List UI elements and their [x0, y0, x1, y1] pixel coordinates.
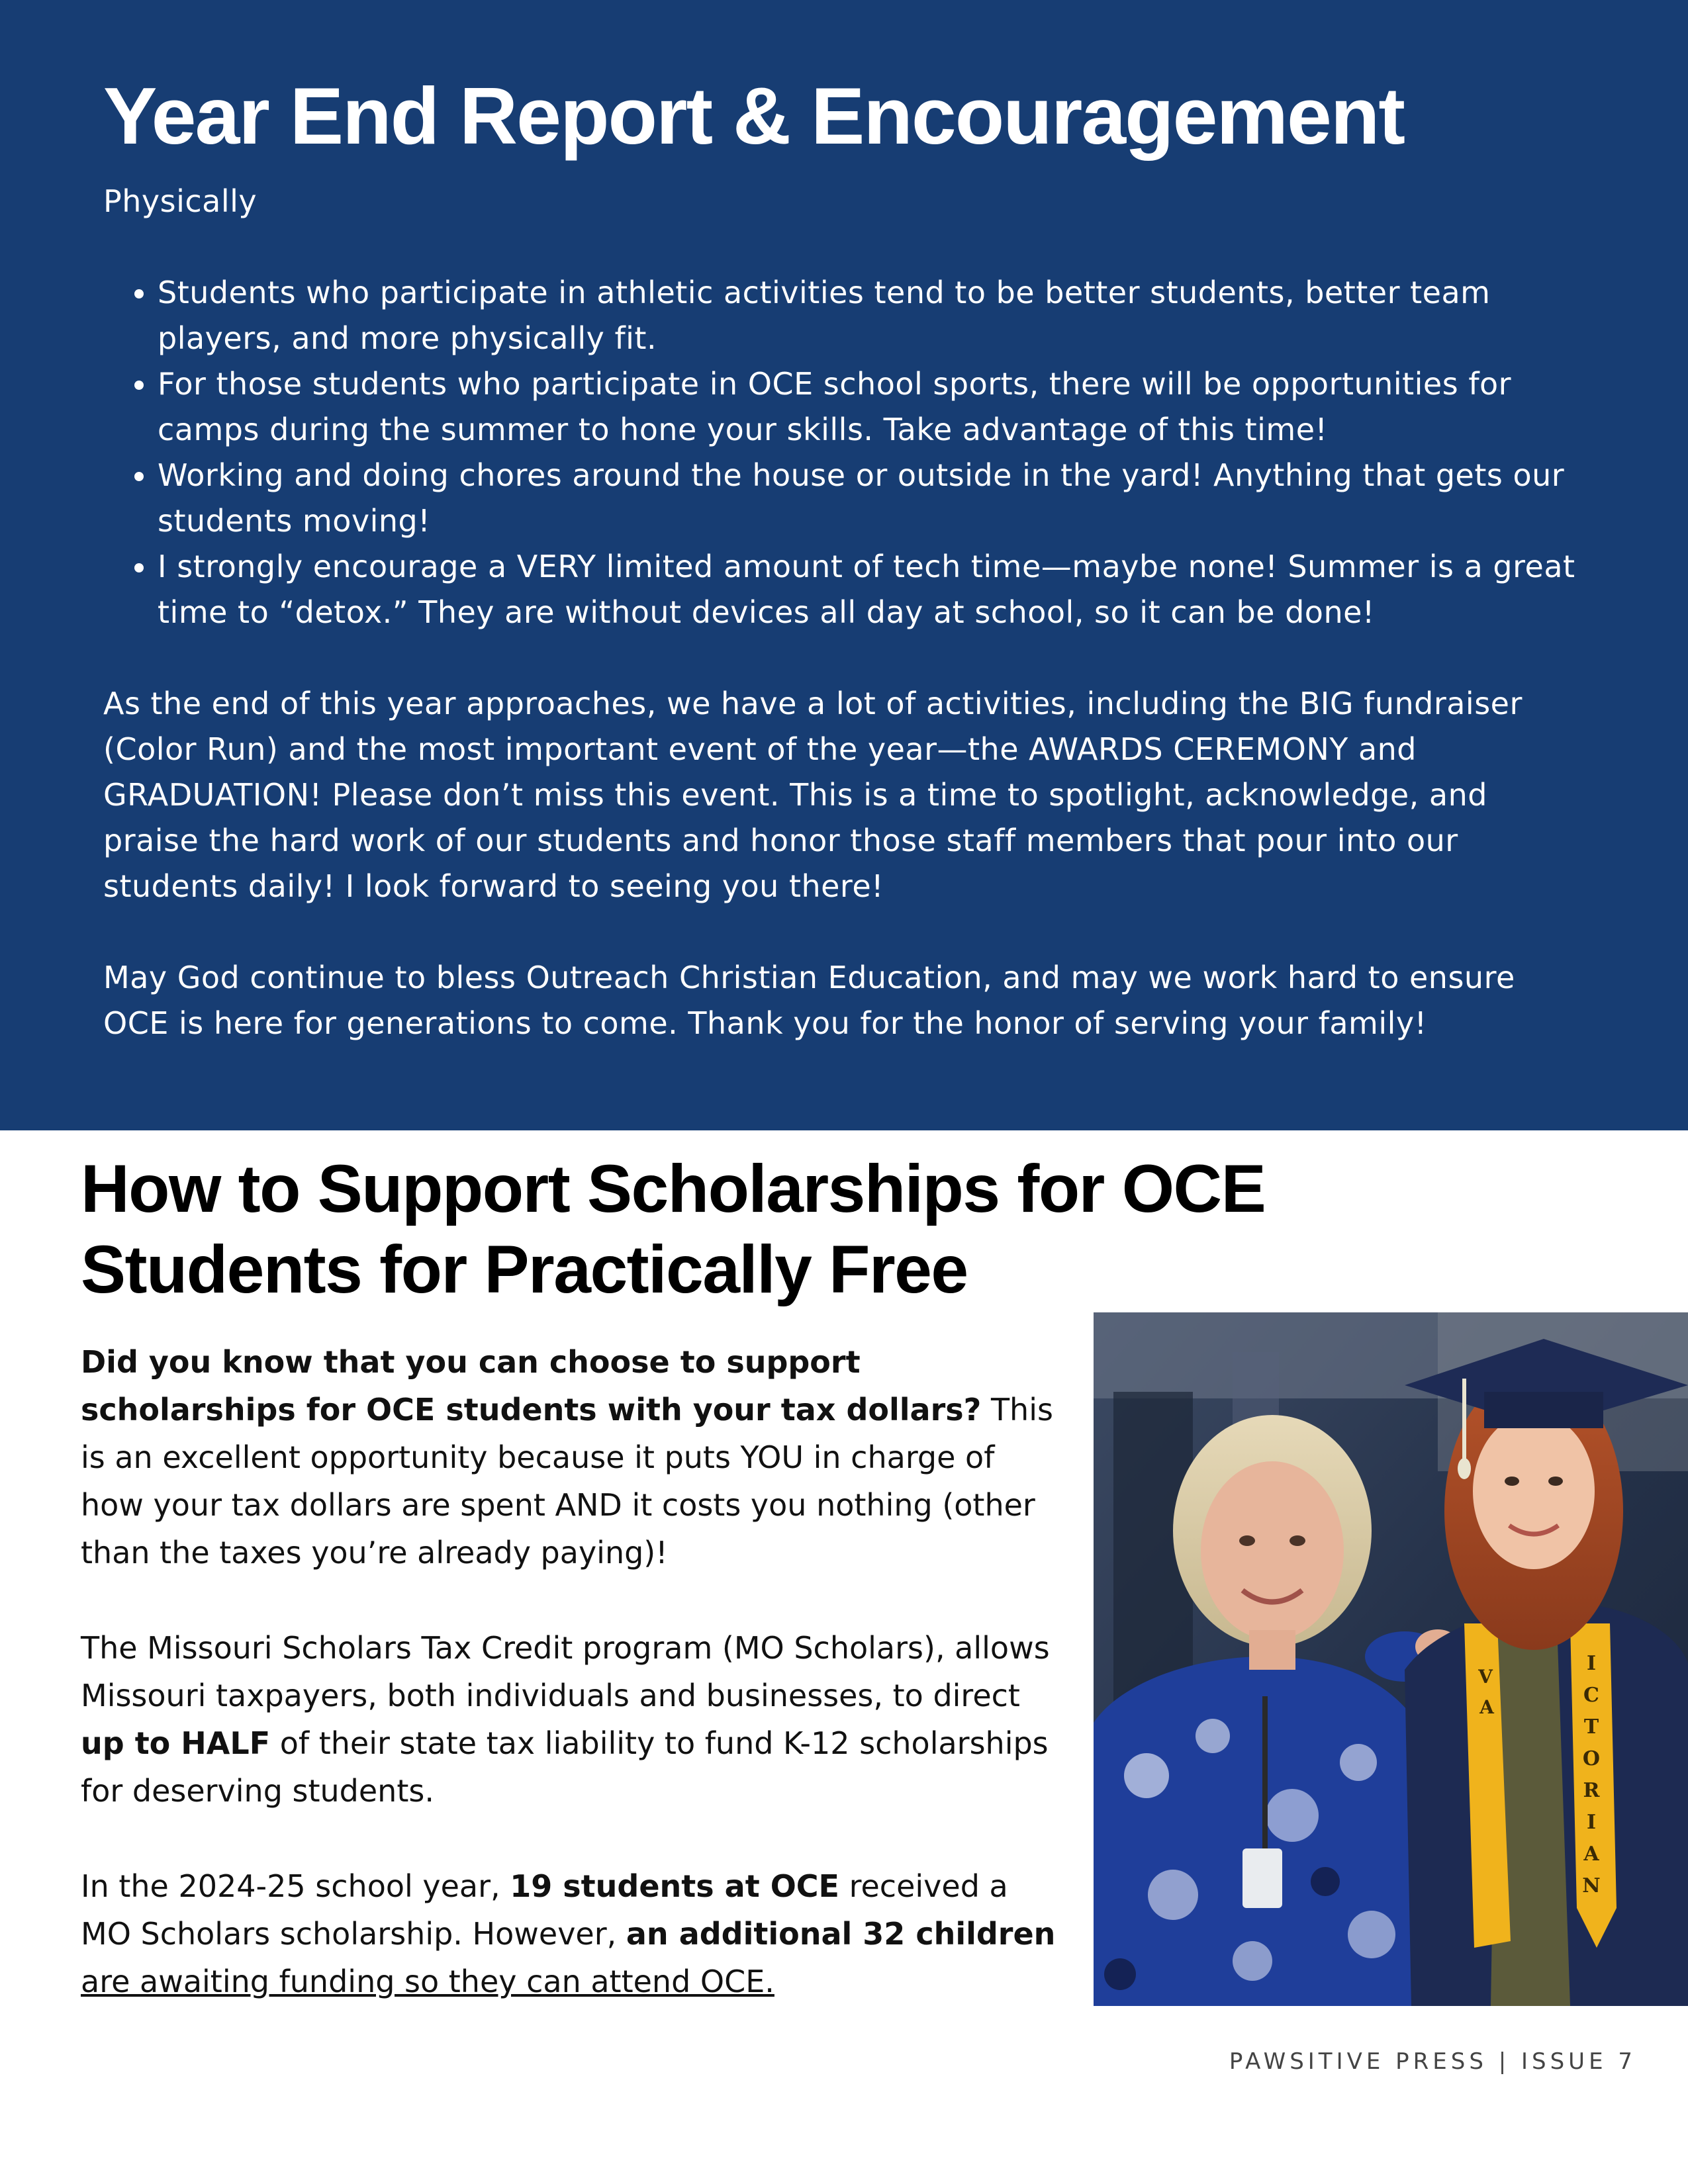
- spacer: [81, 1576, 1060, 1624]
- intro-paragraph: [81, 1338, 1060, 1576]
- graduation-photo: [1094, 1312, 1688, 2006]
- svg-text:O: O: [1582, 1747, 1601, 1770]
- spacer: [103, 909, 1586, 955]
- svg-text:T: T: [1583, 1715, 1599, 1739]
- physical-activity-list: [103, 270, 1586, 635]
- mo-scholars-text-start: The Missouri Scholars Tax Credit program (MO Scholars), allows Missouri taxpayers, both individuals and businesses, to direct: [81, 1630, 1050, 1713]
- svg-text:I: I: [1586, 1652, 1597, 1675]
- awaiting-count-highlight: an additional 32 children: [626, 1916, 1056, 1952]
- intro-question: Did you know that you can choose to support scholarships for OCE students with your tax dollars?: [81, 1344, 982, 1428]
- spacer: [103, 635, 1586, 681]
- svg-text:C: C: [1583, 1684, 1599, 1707]
- funding-paragraph: [81, 1862, 1060, 2005]
- list-item: • For those students who participate in OCE school sports, there will be opportunities for camps during the summer to hone your skills. Take advantage of this time!: [158, 361, 1586, 453]
- footer-issue-label: PAWSITIVE PRESS | ISSUE 7: [1229, 2048, 1636, 2075]
- list-item: • I strongly encourage a VERY limited amount of tech time—maybe none! Summer is a great time to “detox.” They are without devices all day at school, so it can be done!: [158, 544, 1586, 635]
- year-end-report-body: [103, 179, 1586, 1046]
- scholarship-section-title: How to Support Scholarships for OCE Students for Practically Free: [81, 1151, 1266, 1307]
- scholarship-section-body: [81, 1338, 1060, 2005]
- svg-text:R: R: [1583, 1779, 1600, 1802]
- spacer: [103, 224, 1586, 270]
- up-to-half-highlight: up to HALF: [81, 1725, 271, 1761]
- funding-text-start: In the 2024-25 school year,: [81, 1868, 510, 1904]
- svg-text:V: V: [1478, 1666, 1493, 1688]
- spacer: [81, 1815, 1060, 1862]
- blessing-paragraph: May God continue to bless Outreach Christian Education, and may we work hard to ensure OCE is here for generations to come. Thank you for the honor of serving your family!: [103, 960, 1515, 1041]
- mo-scholars-text-end: of their state tax liability to fund K-12 scholarships for deserving students.: [81, 1725, 1049, 1809]
- svg-text:I: I: [1586, 1811, 1597, 1834]
- svg-text:N: N: [1582, 1874, 1601, 1897]
- mo-scholars-paragraph: [81, 1624, 1060, 1815]
- list-item: • Working and doing chores around the house or outside in the yard! Anything that gets our students moving!: [158, 453, 1586, 544]
- intro-text: This is an excellent opportunity because it puts YOU in charge of how your tax dollars are spent AND it costs you nothing (other than the taxes you’re already paying)!: [81, 1392, 1053, 1570]
- svg-text:A: A: [1583, 1843, 1599, 1866]
- end-of-year-paragraph: As the end of this year approaches, we have a lot of activities, including the BIG fundraiser (Color Run) and the most important event of the year—the AWARDS CEREMONY and GRADUATION! Please don’t miss this event. This is a time to spotlight, acknowledge, and praise the hard work of our students and honor those staff members that pour into our students daily! I look forward to seeing you there!: [103, 686, 1523, 904]
- page-title: Year End Report & Encouragement: [103, 71, 1404, 161]
- funding-text-middle: received a MO Scholars scholarship. However,: [81, 1868, 1008, 1952]
- awaiting-funding-text: are awaiting funding so they can attend OCE.: [81, 1964, 774, 1999]
- list-item: • Students who participate in athletic activities tend to be better students, better team players, and more physically fit.: [158, 270, 1586, 361]
- svg-text:A: A: [1479, 1696, 1494, 1718]
- subheading-physically: Physically: [103, 183, 258, 219]
- students-count-highlight: 19 students at OCE: [510, 1868, 839, 1904]
